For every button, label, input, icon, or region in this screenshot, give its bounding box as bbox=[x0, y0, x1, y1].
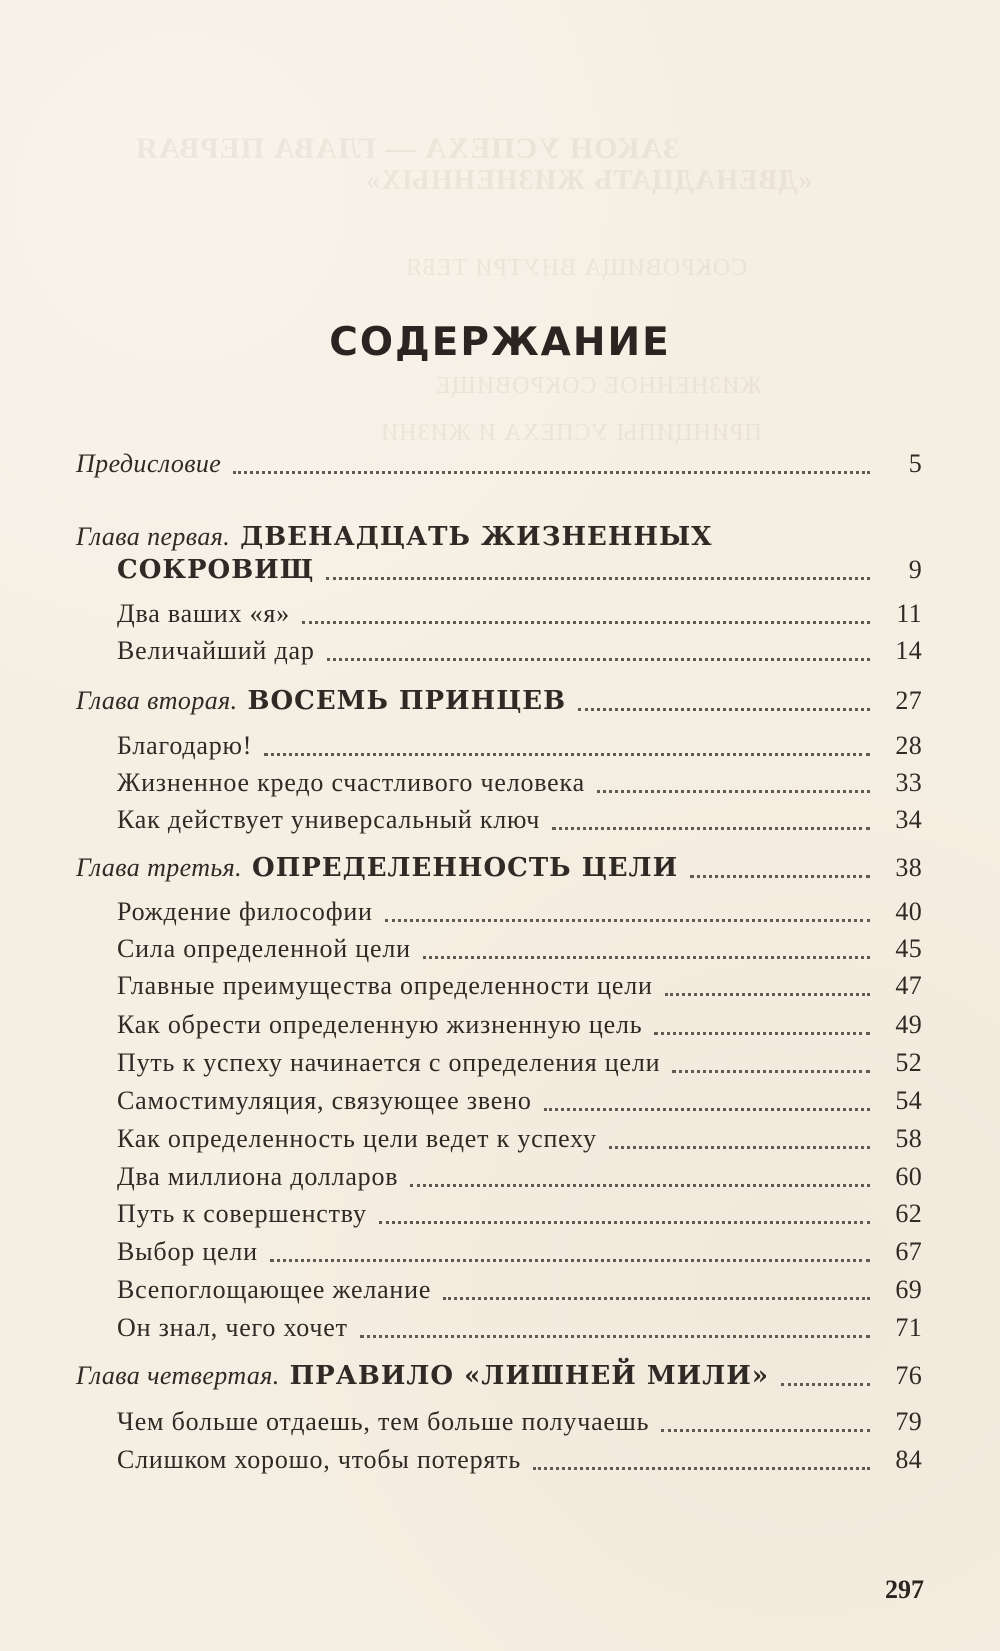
toc-entry-label: Два ваших «я» bbox=[117, 599, 290, 628]
chapter-prefix: Глава первая. bbox=[76, 522, 231, 551]
page-number: 14 bbox=[895, 636, 922, 665]
chapter-2-heading[interactable] bbox=[76, 684, 922, 718]
bleed-through-text-4: ЖИЗНЕННОЕ СОКРОВИЩЕ bbox=[435, 373, 763, 399]
toc-entry-chapter-1-item-2[interactable] bbox=[117, 634, 922, 668]
dot-leader bbox=[654, 1032, 870, 1035]
toc-entry-label: Самостимуляция, связующее звено bbox=[117, 1086, 532, 1115]
page-number: 49 bbox=[895, 1010, 922, 1039]
page-number: 40 bbox=[895, 897, 922, 926]
chapter-1-heading[interactable] bbox=[76, 520, 922, 554]
chapter-title: ОПРЕДЕЛЕННОСТЬ ЦЕЛИ bbox=[252, 853, 679, 883]
bleed-through-text-3: СОКРОВИЩА ВНУТРИ ТЕБЯ bbox=[405, 255, 748, 281]
dot-leader bbox=[423, 956, 870, 959]
dot-leader bbox=[533, 1467, 870, 1470]
toc-entry-label: Как обрести определенную жизненную цель bbox=[117, 1010, 643, 1039]
toc-entry-chapter-2-item-1[interactable] bbox=[117, 729, 922, 763]
dot-leader bbox=[578, 708, 870, 711]
dot-leader bbox=[665, 993, 870, 996]
page-number: 69 bbox=[895, 1275, 922, 1304]
page-number: 58 bbox=[895, 1124, 922, 1153]
toc-entry-chapter-3-item-2[interactable] bbox=[117, 932, 922, 966]
toc-entry-chapter-2-item-2[interactable] bbox=[117, 766, 922, 800]
toc-entry-chapter-3-item-3[interactable] bbox=[117, 969, 922, 1003]
page-number: 76 bbox=[895, 1361, 922, 1390]
page-number: 47 bbox=[895, 971, 922, 1000]
page-number: 9 bbox=[908, 555, 922, 584]
chapter-prefix: Глава вторая. bbox=[76, 686, 238, 715]
toc-entry-chapter-3-item-1[interactable] bbox=[117, 895, 922, 929]
dot-leader bbox=[552, 827, 870, 830]
dot-leader bbox=[233, 471, 870, 474]
toc-entry-preface[interactable] bbox=[76, 447, 922, 481]
page-number: 38 bbox=[895, 853, 922, 882]
page-number: 28 bbox=[895, 731, 922, 760]
page-number: 52 bbox=[895, 1048, 922, 1077]
toc-entry-label: Сила определенной цели bbox=[117, 934, 411, 963]
dot-leader bbox=[379, 1221, 870, 1224]
page-folio-number: 297 bbox=[885, 1575, 924, 1604]
toc-entry-label: Величайший дар bbox=[117, 636, 315, 665]
dot-leader bbox=[443, 1297, 870, 1300]
dot-leader bbox=[781, 1383, 870, 1386]
dot-leader bbox=[597, 790, 870, 793]
dot-leader bbox=[410, 1184, 870, 1187]
toc-entry-label: Чем больше отдаешь, тем больше получаешь bbox=[117, 1407, 650, 1436]
page-number: 27 bbox=[895, 686, 922, 715]
dot-leader bbox=[661, 1429, 870, 1432]
toc-entry-chapter-3-item-10[interactable] bbox=[117, 1235, 922, 1269]
toc-entry-chapter-1-item-1[interactable] bbox=[117, 597, 922, 631]
dot-leader bbox=[609, 1146, 870, 1149]
toc-entry-label: Рождение философии bbox=[117, 897, 373, 926]
dot-leader bbox=[264, 753, 870, 756]
chapter-title: ПРАВИЛО «ЛИШНЕЙ МИЛИ» bbox=[289, 1361, 770, 1391]
toc-entry-chapter-3-item-8[interactable] bbox=[117, 1160, 922, 1194]
page-number: 62 bbox=[895, 1199, 922, 1228]
chapter-title-line-1: ДВЕНАДЦАТЬ ЖИЗНЕННЫХ bbox=[240, 522, 713, 552]
dot-leader bbox=[690, 875, 870, 878]
toc-entry-chapter-3-item-6[interactable] bbox=[117, 1084, 922, 1118]
toc-entry-label: Он знал, чего хочет bbox=[117, 1313, 348, 1342]
page-number: 79 bbox=[895, 1407, 922, 1436]
toc-entry-label: Два миллиона долларов bbox=[117, 1162, 399, 1191]
toc-entry-label: Как действует универсальный ключ bbox=[117, 805, 541, 834]
toc-entry-label: Выбор цели bbox=[117, 1237, 258, 1266]
toc-entry-chapter-2-item-3[interactable] bbox=[117, 803, 922, 837]
chapter-3-heading[interactable] bbox=[76, 851, 922, 885]
toc-entry-chapter-4-item-2[interactable] bbox=[117, 1443, 922, 1477]
page-number: 34 bbox=[895, 805, 922, 834]
bleed-through-text-5: ПРИНЦИПЫ УСПЕХА И ЖИЗНИ bbox=[380, 420, 762, 446]
toc-entry-label: Главные преимущества определенности цели bbox=[117, 971, 653, 1000]
page-number: 67 bbox=[895, 1237, 922, 1266]
toc-entry-label: Жизненное кредо счастливого человека bbox=[117, 768, 585, 797]
chapter-4-heading[interactable] bbox=[76, 1359, 922, 1393]
page-number: 5 bbox=[908, 449, 922, 478]
dot-leader bbox=[385, 919, 870, 922]
page-number: 71 bbox=[895, 1313, 922, 1342]
toc-entry-label: Как определенность цели ведет к успеху bbox=[117, 1124, 597, 1153]
page-number: 33 bbox=[895, 768, 922, 797]
chapter-prefix: Глава четвертая. bbox=[76, 1361, 280, 1390]
toc-entry-label: Путь к успеху начинается с определения цели bbox=[117, 1048, 661, 1077]
toc-entry-chapter-3-item-4[interactable] bbox=[117, 1008, 922, 1042]
chapter-1-heading-continuation[interactable] bbox=[117, 553, 922, 587]
toc-entry-label: Предисловие bbox=[76, 449, 222, 478]
page-number: 54 bbox=[895, 1086, 922, 1115]
dot-leader bbox=[327, 658, 870, 661]
chapter-title-line-2: СОКРОВИЩ bbox=[117, 555, 315, 585]
contents-title: СОДЕРЖАНИЕ bbox=[329, 320, 671, 365]
dot-leader bbox=[326, 577, 870, 580]
page-number: 60 bbox=[895, 1162, 922, 1191]
toc-entry-label: Всепоглощающее желание bbox=[117, 1275, 432, 1304]
toc-entry-chapter-3-item-12[interactable] bbox=[117, 1311, 922, 1345]
page-number: 84 bbox=[895, 1445, 922, 1474]
toc-entry-label: Слишком хорошо, чтобы потерять bbox=[117, 1445, 521, 1474]
toc-entry-chapter-3-item-7[interactable] bbox=[117, 1122, 922, 1156]
toc-entry-chapter-3-item-5[interactable] bbox=[117, 1046, 922, 1080]
toc-entry-chapter-3-item-9[interactable] bbox=[117, 1197, 922, 1231]
bleed-through-text-2: «ДВЕНАДЦАТЬ ЖИЗНЕННЫХ» bbox=[365, 165, 813, 196]
dot-leader bbox=[360, 1335, 870, 1338]
page-number: 45 bbox=[895, 934, 922, 963]
bleed-through-text-1: ЗАКОН УСПЕХА — ГЛАВА ПЕРВАЯ bbox=[135, 132, 680, 165]
page-number: 11 bbox=[896, 599, 922, 628]
toc-entry-chapter-3-item-11[interactable] bbox=[117, 1273, 922, 1307]
toc-entry-chapter-4-item-1[interactable] bbox=[117, 1405, 922, 1439]
chapter-title: ВОСЕМЬ ПРИНЦЕВ bbox=[247, 686, 567, 716]
dot-leader bbox=[270, 1259, 870, 1262]
dot-leader bbox=[672, 1070, 870, 1073]
toc-entry-label: Путь к совершенству bbox=[117, 1199, 367, 1228]
toc-entry-label: Благодарю! bbox=[117, 731, 253, 760]
dot-leader bbox=[544, 1108, 870, 1111]
chapter-prefix: Глава третья. bbox=[76, 853, 243, 882]
dot-leader bbox=[302, 621, 870, 624]
